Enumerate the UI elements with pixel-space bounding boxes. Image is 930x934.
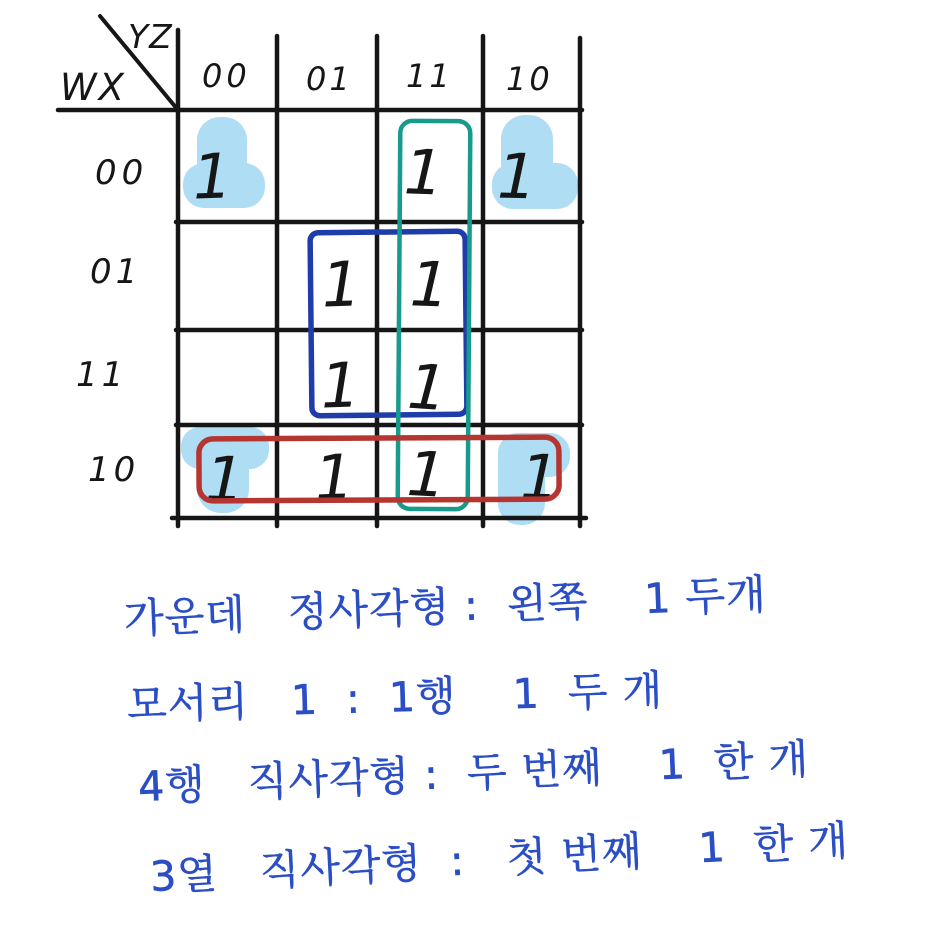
axis-label-yz: YZ (128, 17, 173, 56)
note-line-4: 3열 직사각형 : 첫 번째 1 한 개 (148, 816, 851, 901)
note-line-2: 모서리 1 : 1행 1 두 개 (126, 666, 664, 729)
col-header-10: 10 (506, 60, 553, 98)
one-mark-r11-c01: 1 (319, 348, 362, 423)
one-mark-r00-c10: 1 (496, 139, 538, 214)
one-mark-r00-c00: 1 (191, 139, 234, 214)
one-mark-r01-c11: 1 (408, 247, 451, 322)
row-header-10: 10 (88, 450, 140, 490)
row-header-00: 00 (95, 153, 149, 193)
row-header-01: 01 (90, 252, 142, 292)
one-mark-r01-c01: 1 (320, 247, 363, 322)
one-mark-r00-c11: 1 (402, 135, 445, 210)
one-mark-r10-c01: 1 (313, 440, 356, 515)
row-header-11: 11 (76, 355, 128, 395)
axis-label-wx: WX (60, 66, 126, 109)
note-line-3: 4행 직사각형 : 두 번째 1 한 개 (137, 734, 811, 811)
one-mark-r10-c11: 1 (405, 437, 449, 512)
col-header-01: 01 (306, 60, 353, 98)
one-mark-r11-c11: 1 (405, 349, 450, 426)
col-header-00: 00 (202, 57, 251, 95)
one-mark-r10-c10: 1 (519, 440, 561, 515)
col-header-11: 11 (406, 57, 453, 95)
note-line-1: 가운데 정사각형 : 왼쪽 1 두개 (123, 570, 768, 643)
one-mark-r10-c00: 1 (204, 442, 246, 517)
